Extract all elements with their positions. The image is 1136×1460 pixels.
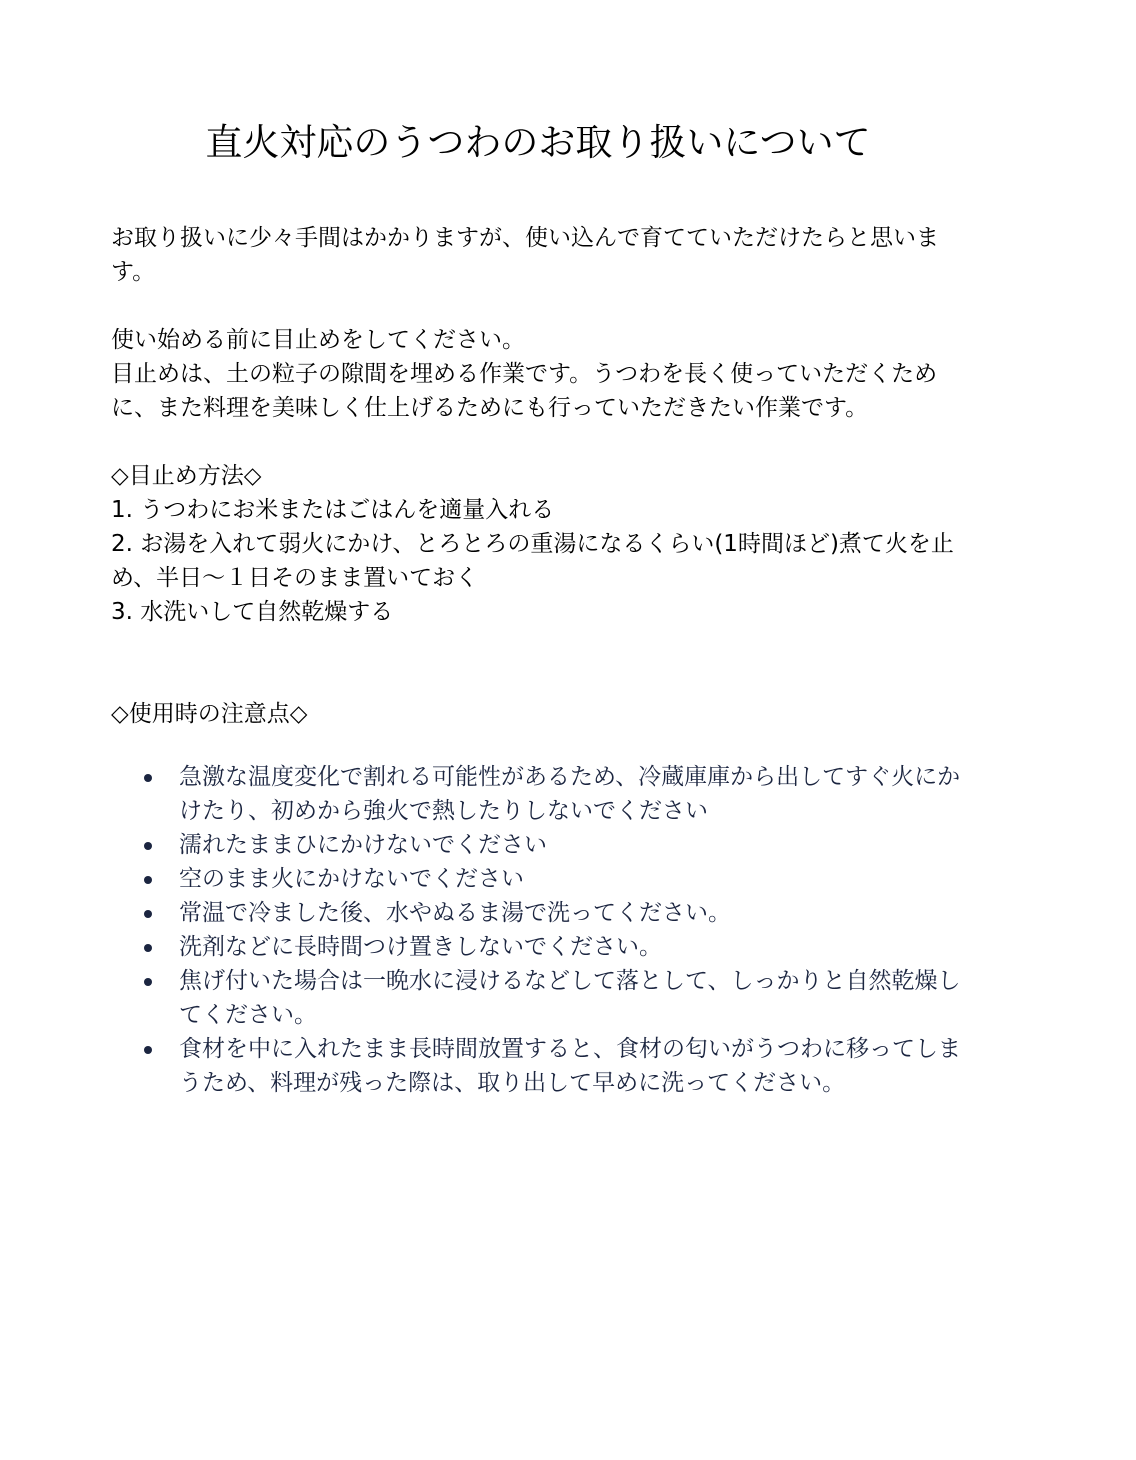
seal-method-step: 3. 水洗いして自然乾燥する xyxy=(111,599,394,625)
caution-item xyxy=(111,896,971,930)
seal-line: に、また料理を美味しく仕上げるためにも行っていただきたい作業です。 xyxy=(111,395,869,421)
caution-heading: ◇使用時の注意点◇ xyxy=(111,701,308,727)
page-title: 直火対応のうつわのお取り扱いについて xyxy=(205,121,871,164)
caution-item xyxy=(111,760,971,828)
caution-line: うため、料理が残った際は、取り出して早めに洗ってください。 xyxy=(179,1070,846,1096)
seal-paragraph xyxy=(111,323,961,425)
bullet-icon xyxy=(144,774,152,782)
intro-paragraph xyxy=(111,221,961,289)
seal-line: 目止めは、土の粒子の隙間を埋める作業です。うつわを長く使っていただくため xyxy=(111,361,938,387)
caution-list xyxy=(111,760,971,1100)
caution-line: 常温で冷ました後、水やぬるま湯で洗ってください。 xyxy=(179,900,731,926)
seal-method-step: 2. お湯を入れて弱火にかけ、とろとろの重湯になるくらい(1時間ほど)煮て火を止 xyxy=(111,531,954,557)
caution-line: てください。 xyxy=(179,1002,317,1028)
caution-item xyxy=(111,862,971,896)
bullet-icon xyxy=(144,876,152,884)
bullet-icon xyxy=(144,842,152,850)
seal-line: 使い始める前に目止めをしてください。 xyxy=(111,327,525,353)
caution-item xyxy=(111,930,971,964)
caution-line: 濡れたままひにかけないでください xyxy=(179,832,547,858)
caution-line: 食材を中に入れたまま長時間放置すると、食材の匂いがうつわに移ってしま xyxy=(179,1036,961,1062)
seal-method-section xyxy=(111,459,961,629)
bullet-icon xyxy=(144,1046,152,1054)
bullet-icon xyxy=(144,910,152,918)
caution-line: けたり、初めから強火で熱したりしないでください xyxy=(179,798,708,824)
seal-method-heading: ◇目止め方法◇ xyxy=(111,463,262,489)
caution-item xyxy=(111,964,971,1032)
intro-line: す。 xyxy=(111,259,156,285)
seal-method-step: め、半日～１日そのまま置いておく xyxy=(111,565,479,591)
intro-line: お取り扱いに少々手間はかかりますが、使い込んで育てていただけたらと思いま xyxy=(111,225,939,251)
seal-method-step: 1. うつわにお米またはごはんを適量入れる xyxy=(111,497,555,523)
caution-line: 急激な温度変化で割れる可能性があるため、冷蔵庫庫から出してすぐ火にか xyxy=(179,764,961,790)
bullet-icon xyxy=(144,944,152,952)
caution-line: 洗剤などに長時間つけ置きしないでください。 xyxy=(179,934,662,960)
bullet-icon xyxy=(144,978,152,986)
caution-item xyxy=(111,828,971,862)
caution-line: 焦げ付いた場合は一晩水に浸けるなどして落として、しっかりと自然乾燥し xyxy=(179,968,961,994)
caution-item xyxy=(111,1032,971,1100)
caution-line: 空のまま火にかけないでください xyxy=(179,866,524,892)
